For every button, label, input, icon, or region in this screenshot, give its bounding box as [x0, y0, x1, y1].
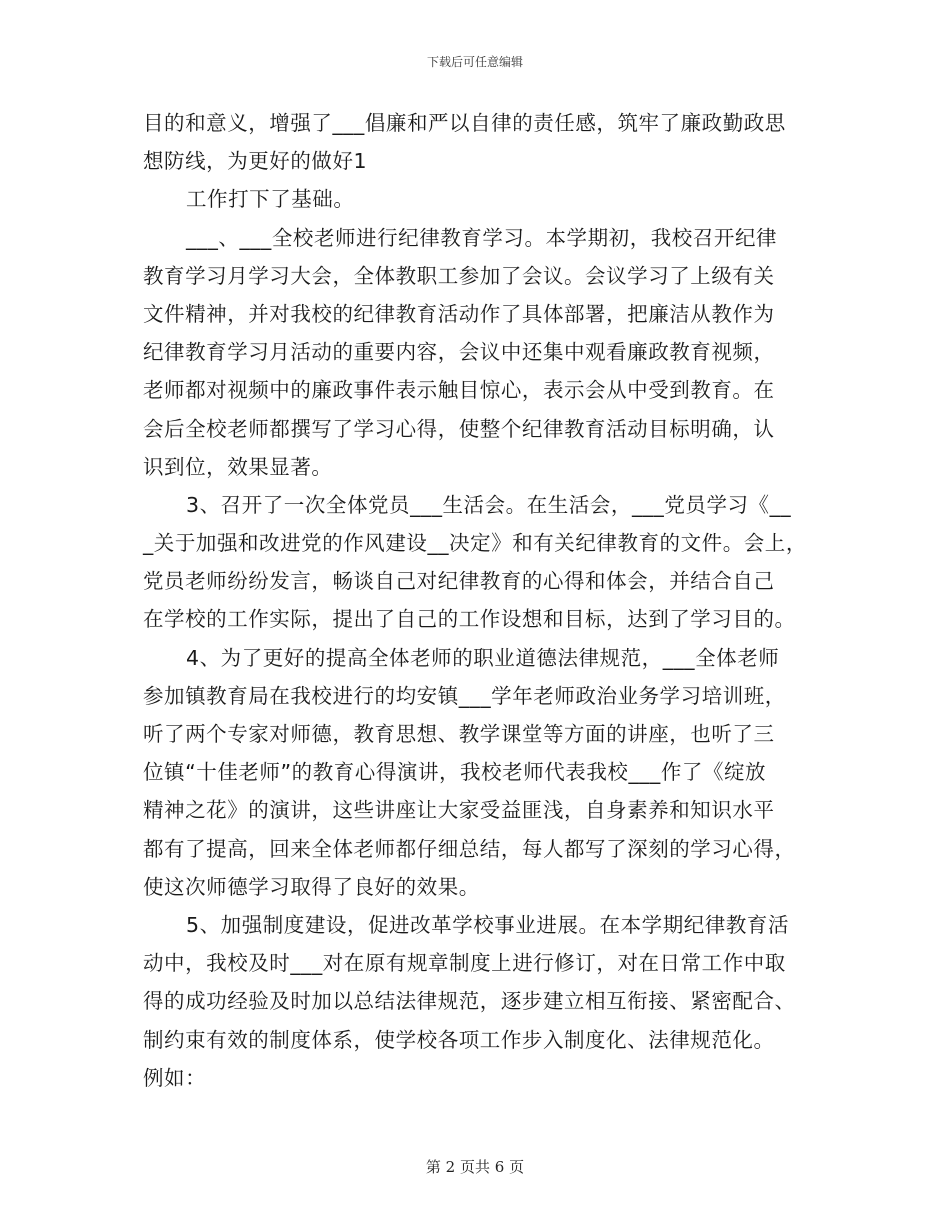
text-line: 动中，我校及时___对在原有规章制度上进行修订，对在日常工作中取	[143, 951, 786, 976]
text-line: 都有了提高，回来全体老师都仔细总结，每人都写了深刻的学习心得，	[143, 836, 796, 861]
text-line: 在学校的工作实际，提出了自己的工作设想和目标，达到了学习目的。	[143, 607, 796, 632]
text-line: 工作打下了基础。	[186, 187, 355, 212]
text-line: 党员老师纷纷发言，畅谈自己对纪律教育的心得和体会，并结合自己	[143, 569, 775, 594]
page-header: 下载后可任意编辑	[426, 55, 523, 69]
text-line: 使这次师德学习取得了良好的效果。	[143, 874, 480, 899]
text-line: 得的成功经验及时加以总结法律规范，逐步建立相互衔接、紧密配合、	[143, 989, 796, 1014]
text-line: 老师都对视频中的廉政事件表示触目惊心，表示会从中受到教育。在	[143, 378, 775, 403]
text-line: 4、为了更好的提高全体老师的职业道德法律规范，___全体老师	[186, 645, 780, 670]
text-line: _关于加强和改进党的作风建设__决定》和有关纪律教育的文件。会上，	[143, 531, 807, 556]
text-line: 例如：	[143, 1065, 207, 1090]
text-line: 会后全校老师都撰写了学习心得，使整个纪律教育活动目标明确，认	[143, 416, 775, 441]
text-line: 参加镇教育局在我校进行的均安镇___学年老师政治业务学习培训班，	[143, 683, 786, 708]
text-line: 纪律教育学习月活动的重要内容，会议中还集中观看廉政教育视频，	[143, 340, 775, 365]
page-footer: 第 2 页共 6 页	[425, 1158, 525, 1176]
text-line: 目的和意义，增强了___倡廉和严以自律的责任感，筑牢了廉政勤政思	[143, 111, 786, 135]
document-body	[143, 104, 815, 1097]
text-line: 文件精神，并对我校的纪律教育活动作了具体部署，把廉洁从教作为	[143, 301, 775, 326]
text-line: 教育学习月学习大会，全体教职工参加了会议。会议学习了上级有关	[143, 263, 775, 288]
text-line: 精神之花》的演讲，这些讲座让大家受益匪浅，自身素养和知识水平	[143, 798, 775, 823]
text-line: 5、加强制度建设，促进改革学校事业进展。在本学期纪律教育活	[186, 912, 789, 937]
text-line: 位镇“十佳老师”的教育心得演讲，我校老师代表我校___作了《绽放	[143, 760, 767, 785]
text-line: 3、召开了一次全体党员___生活会。在生活会，___党员学习《__	[186, 492, 792, 517]
text-line: 制约束有效的制度体系，使学校各项工作步入制度化、法律规范化。	[143, 1027, 775, 1052]
text-line: 识到位，效果显著。	[143, 454, 333, 479]
text-line: 想防线，为更好的做好1	[143, 149, 368, 174]
text-line: 听了两个专家对师德，教育思想、教学课堂等方面的讲座，也听了三	[143, 722, 775, 746]
text-line: ___、___全校老师进行纪律教育学习。本学期初，我校召开纪律	[186, 225, 778, 250]
